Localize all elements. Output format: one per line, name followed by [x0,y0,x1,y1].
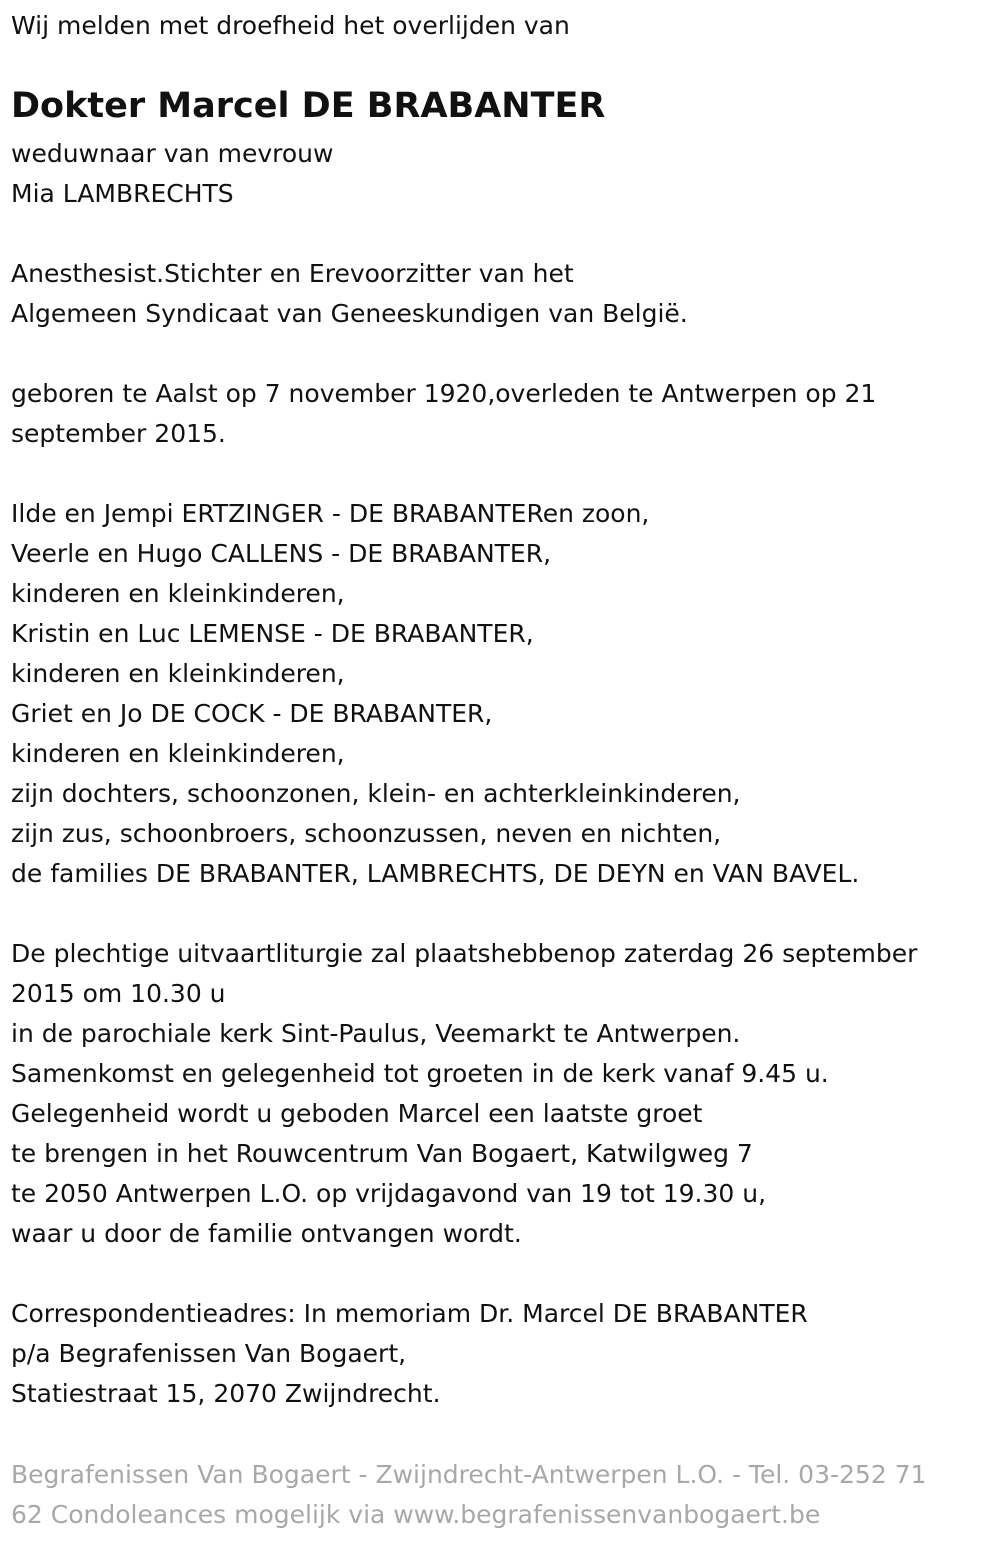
correspondence-line: p/a Begrafenissen Van Bogaert, [11,1339,407,1368]
family-line: zijn zus, schoonbroers, schoonzussen, neven en nichten, [11,819,722,848]
funeral-line: De plechtige uitvaartliturgie zal plaatshebbenop zaterdag 26 september [11,939,918,968]
funeral-line: te brengen in het Rouwcentrum Van Bogaert, Katwilgweg 7 [11,1139,753,1168]
correspondence-line: Correspondentieadres: In memoriam Dr. Marcel DE BRABANTER [11,1299,808,1328]
funeral-line: Gelegenheid wordt u geboden Marcel een laatste groet [11,1099,703,1128]
funeral-line: te 2050 Antwerpen L.O. op vrijdagavond van 19 tot 19.30 u, [11,1179,767,1208]
family-line: kinderen en kleinkinderen, [11,739,345,768]
family-line: zijn dochters, schoonzonen, klein- en achterkleinkinderen, [11,779,741,808]
family-line: kinderen en kleinkinderen, [11,579,345,608]
funeral-line: Samenkomst en gelegenheid tot groeten in de kerk vanaf 9.45 u. [11,1059,829,1088]
family-line: Ilde en Jempi ERTZINGER - DE BRABANTERen zoon, [11,499,650,528]
family-line: Veerle en Hugo CALLENS - DE BRABANTER, [11,539,552,568]
spouse-line: weduwnaar van mevrouw [11,139,334,168]
spouse-block [11,134,333,214]
spouse-line: Mia LAMBRECHTS [11,179,234,208]
funeral-line: in de parochiale kerk Sint-Paulus, Veemarkt te Antwerpen. [11,1019,741,1048]
career-line: Algemeen Syndicaat van Geneeskundigen van België. [11,299,688,328]
birth-death-line: geboren te Aalst op 7 november 1920,overleden te Antwerpen op 21 [11,379,877,408]
family-block [11,494,859,894]
funeral-line: waar u door de familie ontvangen wordt. [11,1219,522,1248]
family-line: Griet en Jo DE COCK - DE BRABANTER, [11,699,493,728]
funeral-line: 2015 om 10.30 u [11,979,226,1008]
intro-text: Wij melden met droefheid het overlijden van [11,11,570,40]
deceased-name: Dokter Marcel DE BRABANTER [11,86,606,126]
birth-death-block [11,374,876,454]
correspondence-block [11,1294,808,1414]
career-block [11,254,688,334]
career-line: Anesthesist.Stichter en Erevoorzitter van het [11,259,574,288]
family-line: kinderen en kleinkinderen, [11,659,345,688]
funeral-home-footer [11,1455,986,1535]
correspondence-line: Statiestraat 15, 2070 Zwijndrecht. [11,1379,441,1408]
footer-line: Begrafenissen Van Bogaert - Zwijndrecht-Antwerpen L.O. - Tel. 03-252 71 [11,1460,927,1489]
footer-line: 62 Condoleances mogelijk via www.begrafenissenvanbogaert.be [11,1500,821,1529]
funeral-block [11,934,917,1254]
birth-death-line: september 2015. [11,419,226,448]
family-line: Kristin en Luc LEMENSE - DE BRABANTER, [11,619,534,648]
family-line: de families DE BRABANTER, LAMBRECHTS, DE DEYN en VAN BAVEL. [11,859,860,888]
